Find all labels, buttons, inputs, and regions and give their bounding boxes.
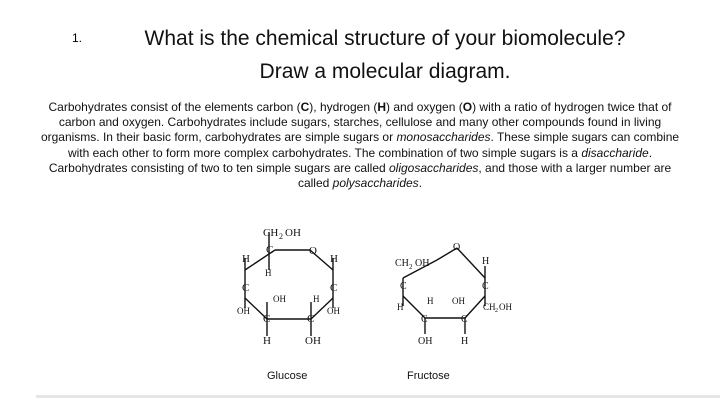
svg-text:C: C — [263, 313, 271, 325]
oxygen-symbol: O — [462, 100, 473, 114]
text-run: ), hydrogen ( — [309, 100, 378, 114]
svg-text:H: H — [265, 268, 272, 278]
svg-text:H: H — [482, 256, 490, 267]
svg-text:C: C — [421, 314, 428, 325]
glucose-label: Glucose — [267, 370, 308, 382]
term-polysaccharides: polysaccharides — [332, 176, 419, 191]
title-line-1: What is the chemical structure of your biomolecule? — [144, 27, 626, 50]
hydrogen-symbol: H — [377, 100, 387, 114]
svg-text:CH: CH — [263, 227, 279, 239]
fructose-label: Fructose — [407, 370, 450, 382]
svg-text:O: O — [453, 242, 461, 253]
svg-text:OH: OH — [418, 336, 433, 347]
molecular-diagram — [225, 218, 525, 388]
description-paragraph — [38, 100, 682, 191]
svg-text:OH: OH — [452, 296, 465, 306]
svg-text:C: C — [330, 282, 338, 294]
svg-text:OH: OH — [285, 227, 301, 239]
text-run: , and those with a larger number are called — [297, 160, 672, 191]
term-oligosaccharides: oligosaccharides — [389, 160, 479, 175]
svg-text:C: C — [400, 281, 407, 292]
svg-text:H: H — [263, 335, 271, 347]
fructose-atoms — [395, 242, 512, 347]
bottom-divider — [36, 395, 720, 398]
svg-text:H: H — [461, 336, 469, 347]
term-disaccharide: disaccharide — [581, 145, 649, 160]
glucose-atoms — [237, 227, 340, 347]
svg-text:H: H — [397, 302, 404, 312]
svg-text:2: 2 — [279, 232, 283, 241]
term-monosaccharides: monosaccharides — [396, 130, 491, 145]
carbon-symbol: C — [300, 100, 310, 114]
svg-text:C: C — [266, 244, 274, 256]
svg-text:OH: OH — [273, 294, 286, 304]
svg-text:C: C — [482, 281, 489, 292]
svg-text:H: H — [313, 294, 320, 304]
svg-text:C: C — [307, 313, 315, 325]
svg-text:O: O — [309, 245, 317, 257]
svg-text:OH: OH — [237, 306, 250, 316]
svg-text:2: 2 — [495, 308, 498, 314]
svg-text:CH: CH — [395, 258, 409, 269]
text-run: Carbohydrates consist of the elements carbon ( — [48, 100, 301, 114]
svg-text:H: H — [330, 253, 338, 265]
text-run: ) with a ratio of hydrogen twice that of carbon and oxygen. Carbohydrates include sugars, starches, cellulose and many other compounds found in living organisms. In their basic form, carbohydrates are simple sugars or — [40, 100, 672, 145]
list-number: 1. — [72, 31, 83, 45]
text-run: ) and oxygen ( — [386, 100, 463, 114]
text-run: . Carbohydrates consisting of two to ten simple sugars are called — [48, 145, 653, 175]
text-run: . These simple sugars can combine with each other to form more complex carbohydrates. The combination of two simple sugars is a — [67, 130, 680, 160]
text-run: . — [418, 176, 423, 191]
svg-text:OH: OH — [305, 335, 321, 347]
svg-text:OH: OH — [415, 258, 430, 269]
title-line-2: Draw a molecular diagram. — [259, 60, 511, 83]
svg-text:C: C — [242, 282, 250, 294]
svg-text:H: H — [242, 253, 250, 265]
svg-text:CH: CH — [483, 302, 496, 312]
page-title — [90, 22, 680, 88]
svg-text:2: 2 — [409, 263, 413, 271]
svg-text:H: H — [427, 296, 434, 306]
svg-text:OH: OH — [499, 302, 512, 312]
glucose-bonds — [245, 232, 333, 336]
svg-text:C: C — [461, 314, 468, 325]
svg-text:OH: OH — [327, 306, 340, 316]
